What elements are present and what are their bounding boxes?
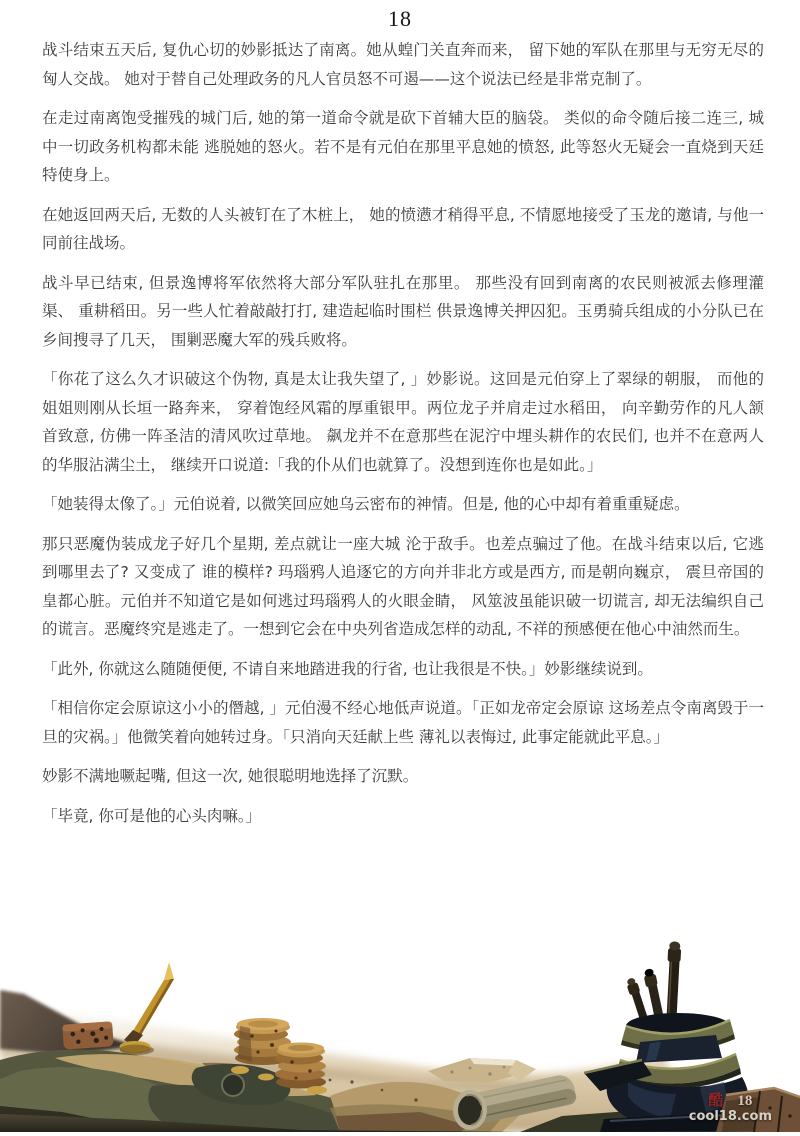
- ink-painting-illustration: [0, 930, 800, 1132]
- page-content: [42, 36, 764, 841]
- watermark-title: [689, 1092, 772, 1109]
- paragraph-3: 在她返回两天后, 无数的人头被钉在了木桩上， 她的愤懑才稍得平息, 不情愿地接受了玉龙的邀请, 与他一同前往战场。: [42, 205, 764, 252]
- paragraph-6: 「她装得太像了。」元伯说着, 以微笑回应她乌云密布的神情。但是, 他的心中却有着重重疑虑。: [42, 495, 690, 513]
- paragraph-5: 「你花了这么久才识破这个伪物, 真是太让我失望了, 」妙影说。这回是元伯穿上了翠绿的朝服， 而他的姐姐则刚从长垣一路奔来， 穿着饱经风霜的厚重银甲。两位龙子并肩走过水稻田， 向辛勤劳作的凡人颔首致意, 仿佛一阵圣洁的清风吹过草地。 飙龙并不在意那些在泥泞中埋头耕作的农民们, 也并不在意两人的华服沾满尘土， 继续开口说道:「我的仆从们也就算了。没想到连你也是如此。」: [42, 370, 764, 474]
- watermark-badge: 酷: [708, 1091, 724, 1109]
- paragraph-10: 妙影不满地噘起嘴, 但这一次, 她很聪明地选择了沉默。: [42, 767, 419, 785]
- watermark-number: 18: [737, 1093, 753, 1109]
- paragraph-2: 在走过南离饱受摧残的城门后, 她的第一道命令就是砍下首辅大臣的脑袋。 类似的命令随后接二连三, 城中一切政务机构都未能 逃脱她的怒火。若不是有元伯在那里平息她的愤怒, 此等怒火无疑会一直烧到天廷特使身上。: [42, 109, 764, 184]
- paragraph-4: 战斗早已结束, 但景逸博将军依然将大部分军队驻扎在那里。 那些没有回到南离的农民则被派去修理灌渠、 重耕稻田。另一些人忙着敲敲打打, 建造起临时围栏 供景逸博关押囚犯。玉勇骑兵组成的小分队已在乡间搜寻了几天， 围剿恶魔大军的残兵败将。: [42, 273, 764, 349]
- perforated-stone: [62, 1021, 114, 1049]
- paragraph-8: 「此外, 你就这么随随便便, 不请自来地踏进我的行省, 也让我很是不快。」妙影继续说到。: [42, 659, 653, 678]
- page-number: 18: [388, 6, 412, 31]
- paragraph-11: 「毕竟, 你可是他的心头肉嘛。」: [42, 806, 262, 825]
- paragraph-7: 那只恶魔伪装成龙子好几个星期, 差点就让一座大城 沦于敌手。也差点骗过了他。在战斗结束以后, 它逃到哪里去了? 又变成了 谁的模样? 玛瑙鸦人追逐它的方向并非北方或是西方, 而是朝向巍京， 震旦帝国的皇都心脏。元伯并不知道它是如何逃过玛瑙鸦人的火眼金睛， 风筮波虽能识破一切谎言, 却无法编织自己的谎言。恶魔终究是逃走了。一想到它会在中央列省造成怎样的动乱, 不祥的预感便在他心中油然而生。: [42, 534, 764, 638]
- watermark-site: cool18.com: [688, 1109, 772, 1124]
- paragraph-9: 「相信你定会原谅这小小的僭越, 」元伯漫不经心地低声说道。「正如龙帝定会原谅 这场差点令南离毁于一旦的灾祸。」他微笑着向她转过身。「只消向天廷献上些 薄礼以表悔过, 此事定能就此平息。」: [42, 699, 764, 746]
- paragraph-1: 战斗结束五天后, 复仇心切的妙影抵达了南离。她从蝗门关直奔而来， 留下她的军队在那里与无穷无尽的匈人交战。 她对于替自己处理政务的凡人官员怒不可遏——这个说法已经是非常克制了。: [42, 41, 764, 88]
- watermark: [689, 1092, 772, 1124]
